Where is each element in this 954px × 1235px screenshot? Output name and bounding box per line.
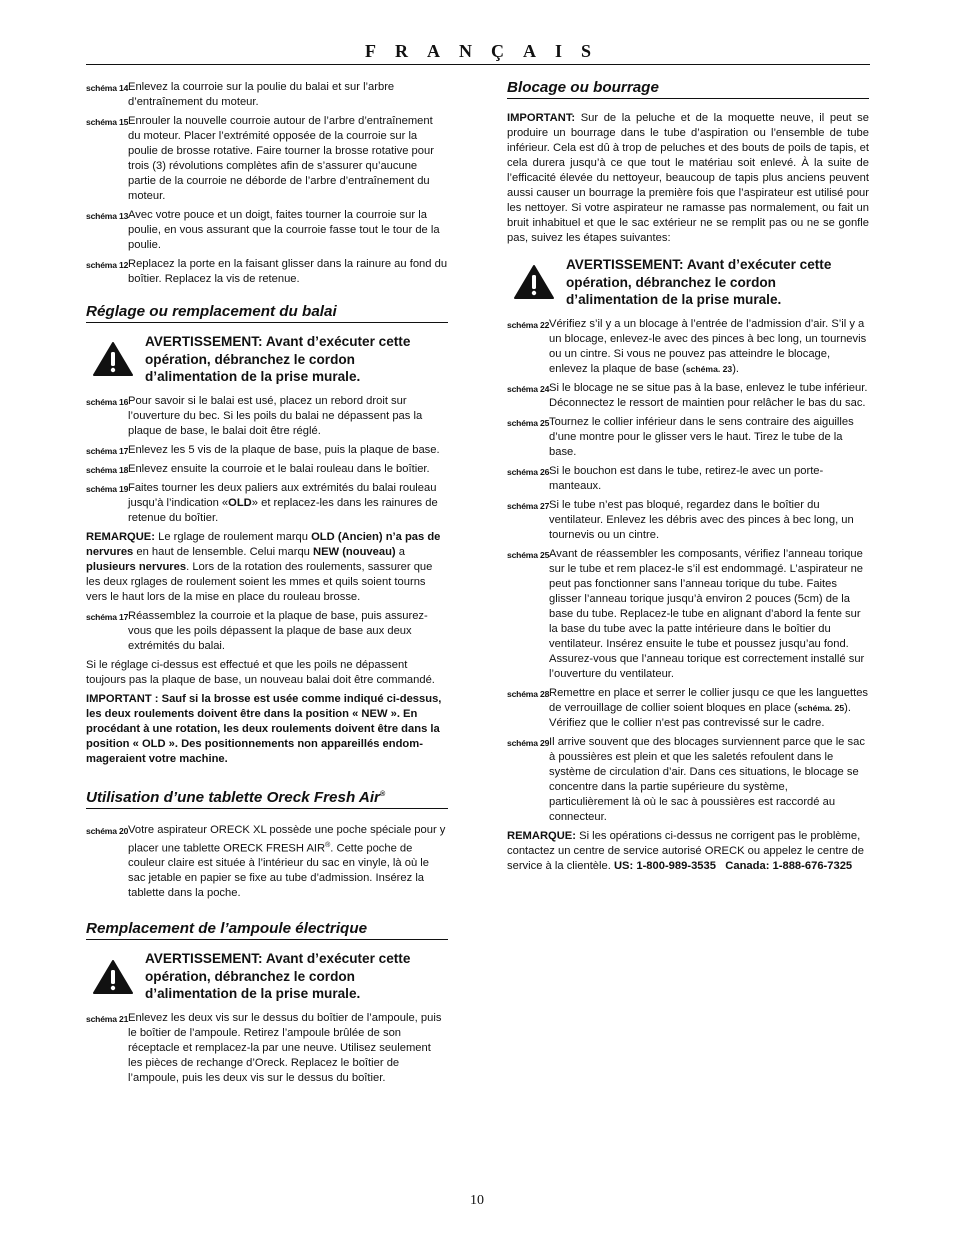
important-text: Sur de la peluche et de la moquette neuve, il peut se produire un bourrage dans le tube d’aspiration ou l’ensemble de tube inférieur. Cela est dû à trop de peluches et des bouts de poils de tapis, et cela durera jusqu’à ce que tout le matériau soit enlevé. À la suite de l’efficacité élevée du nettoyeur, beaucoup de tapis plus anciens peuvent aussi causer un bourrage la première fois que l’aspirateur est utilisé pour les nettoyer. Si votre aspirateur ne ramasse pas normalement, ou fait un bruit inhabituel et que le sac extérieur ne se remplit pas ou ne se gonfle pas, suivez les étapes suivantes: bbox=[507, 112, 869, 244]
schema-reference: schéma. 25 bbox=[797, 702, 845, 713]
step-item bbox=[507, 735, 869, 825]
remarque-label: REMARQUE: bbox=[507, 829, 576, 842]
warning-block bbox=[86, 333, 448, 386]
section-title-bulb: Remplacement de l’ampoule électrique bbox=[86, 921, 448, 940]
step-text: Enlevez la courroie sur la poulie du balai et sur l’arbre d’entraînement du moteur. bbox=[128, 81, 395, 108]
step-number: schéma 19 bbox=[86, 483, 129, 494]
language-title: FRANÇAIS bbox=[364, 41, 610, 61]
remarque-bold: NEW (nouveau) bbox=[313, 545, 396, 558]
right-column bbox=[507, 80, 869, 878]
warning-icon bbox=[92, 959, 134, 995]
step-text: Pour savoir si le balai est usé, placez un rebord droit sur l’ouverture du bec. Si les poils du balai ne dépassent pas la plaque de base, le balai doit être réglé. bbox=[128, 394, 423, 437]
remarque-text: en haut de lensemble. Celui marqu bbox=[133, 545, 313, 558]
step-text: » et replacez-les dans les rainures de retenue du boîtier. bbox=[128, 496, 438, 524]
step-text: Remettre en place et serrer le collier jusqu ce que les languettes de verrouillage de collier soient bloques en place ( bbox=[549, 686, 869, 714]
step-text: Réassemblez la courroie et la plaque de base, puis assurez-vous que les poils dépassent la plaque de base aux deux extrémités du balai. bbox=[128, 609, 428, 652]
remarque-text: Le rglage de roulement marqu bbox=[155, 530, 312, 543]
step-item bbox=[86, 481, 448, 526]
step-text: . Cette poche de couleur claire est située à l’intérieur du sac en vinyle, là où le sac jetable en papier se fixe au tube d’admission. Insérez la tablette dans la poche. bbox=[128, 842, 429, 900]
step-text: ). bbox=[732, 362, 740, 375]
remarque-paragraph bbox=[507, 829, 869, 874]
step-text: Replacez la porte en la faisant glisser dans la rainure au fond du boîtier. Replacez la vis de retenue. bbox=[128, 258, 448, 285]
step-item bbox=[86, 208, 448, 253]
step-item bbox=[86, 443, 448, 458]
step-number: schéma 26 bbox=[507, 466, 550, 477]
step-item bbox=[507, 547, 869, 682]
step-number: schéma 28 bbox=[507, 688, 550, 699]
step-number: schéma 13 bbox=[86, 211, 129, 221]
section-title-text: Utilisation d’une tablette Oreck Fresh Air bbox=[86, 788, 380, 806]
step-item bbox=[86, 823, 448, 902]
step-number: schéma 16 bbox=[86, 396, 129, 407]
schema-reference: schéma. 23 bbox=[685, 363, 733, 374]
step-number: schéma 20 bbox=[86, 825, 129, 836]
step-item bbox=[507, 317, 869, 377]
step-item bbox=[86, 1011, 448, 1086]
step-number: schéma 22 bbox=[507, 319, 550, 330]
registered-mark: ® bbox=[379, 790, 386, 798]
step-number: schéma 24 bbox=[507, 383, 550, 394]
remarque-label: REMARQUE: bbox=[86, 530, 155, 543]
step-text: Enlevez les deux vis sur le dessus du boîtier de l’ampoule, puis le boîtier de l’ampoule. Retirez l’ampoule brûlée de son réceptacle et remplacez-la par une neuve. Utilisez seulement les pièces de rechange d’Oreck. Replacez le boîtier de l’ampoule, puis les deux vis sur le dessus du boîtier. bbox=[128, 1011, 442, 1084]
page-number: 10 bbox=[470, 1193, 484, 1208]
step-item bbox=[507, 498, 869, 543]
step-number: schéma 27 bbox=[507, 500, 550, 511]
remarque-bold: OLD (Ancien) n’a pas de nervures bbox=[86, 530, 441, 558]
step-text: Si le blocage ne se situe pas à la base, enlevez le tube inférieur. Déconnectez le ressort de maintien pour relâcher le bas du sac. bbox=[549, 381, 868, 409]
step-text: Avec votre pouce et un doigt, faites tourner la courroie sur la poulie, en vous assurant que la courroie fasse tout le tour de la poulie. bbox=[128, 209, 440, 251]
step-text: Avant de réassembler les composants, vérifiez l’anneau torique sur le tube et rem placez-le s’il est endommagé. L’aspirateur ne peut pas fonctionner sans l’anneau torique du tube. Faites glisser l’anneau torique jusqu’à environ 2 pouces (5cm) de la base du tube. Replacez-le tube en alignant d’abord la fente sur la base du tube avec la patte intérieure dans le boîtier du ventilateur. Insérez ensuite le tube et poussez jusqu’au fond. Assurez-vous que l’anneau torique est correctement installé sur l’ouverture du ventilateur. bbox=[549, 547, 865, 680]
step-text: Si le bouchon est dans le tube, retirez-le avec un porte-manteaux. bbox=[549, 464, 824, 492]
important-label: IMPORTANT: bbox=[507, 112, 576, 124]
step-text: Il arrive souvent que des blocages surviennent parce que le sac à poussières est plein et que les saletés refoulent dans le système de circulation d’air. Dans ces situations, le blocage se concentre dans la partie supérieure du système, particulièrement là où le sac à poussières est raccordé au connecteur. bbox=[549, 735, 865, 823]
step-text: Si le tube n’est pas bloqué, regardez dans le boîtier du ventilateur. Enlevez les débris avec des pinces à bec long, un tournevis ou un cintre. bbox=[549, 498, 854, 541]
step-number: schéma 15 bbox=[86, 117, 129, 127]
remarque-text: . Lors de la rotation des roulements, sassurer que les deux rglages de roulement soient les mmes et quils soient tourns vers le haut lors de la mise en place du rouleau brosse. bbox=[86, 560, 433, 603]
step-item bbox=[86, 257, 448, 287]
remarque-text: a bbox=[395, 545, 406, 558]
step-text: Vérifiez s’il y a un blocage à l’entrée de l’admission d’air. S’il y a un blocage, enlevez-le avec des pinces à bec long, un tournevis ou un cintre. Si vous ne pouvez pas atteindre le blocage, enlevez la plaque de base ( bbox=[549, 317, 867, 375]
section-title-blockage: Blocage ou bourrage bbox=[507, 80, 869, 99]
registered-mark: ® bbox=[325, 841, 331, 849]
step-item bbox=[507, 464, 869, 494]
step-number: schéma 25 bbox=[507, 549, 550, 560]
remarque-bold: plusieurs nervures bbox=[86, 560, 187, 573]
warning-icon bbox=[513, 264, 555, 300]
page-header bbox=[86, 38, 870, 65]
section-title-brush-adjust: Réglage ou remplacement du balai bbox=[86, 304, 448, 323]
left-column bbox=[86, 80, 448, 1090]
important-paragraph: IMPORTANT : Sauf si la brosse est usée comme indiqué ci-dessus, les deux roulements doivent être dans la position « NEW ». En procédant à une rotation, les deux roulements doivent être dans la position « OLD ». Des positionnements non appareillés endom-mageraient votre machine. bbox=[86, 692, 442, 765]
warning-icon bbox=[92, 341, 134, 377]
step-number: schéma 18 bbox=[86, 464, 129, 475]
warning-block bbox=[86, 950, 448, 1003]
step-text: Faites tourner les deux paliers aux extrémités du balai rouleau jusqu’à l’indication « bbox=[128, 481, 437, 509]
note-paragraph: Si le réglage ci-dessus est effectué et que les poils ne dépassent toujours pas la plaque de base, un nouveau balai doit être commandé. bbox=[86, 658, 435, 686]
warning-text: AVERTISSEMENT: Avant d’exécuter cette opération, débranchez le cordon d’alimentation de la prise murale. bbox=[566, 257, 832, 307]
section-title-fresh-air bbox=[86, 787, 448, 809]
old-marker: OLD bbox=[228, 496, 252, 509]
warning-text: AVERTISSEMENT: Avant d’exécuter cette opération, débranchez le cordon d’alimentation de la prise murale. bbox=[145, 951, 411, 1002]
step-number: schéma 12 bbox=[86, 260, 129, 270]
step-item bbox=[86, 609, 448, 654]
step-number: schéma 17 bbox=[86, 445, 129, 456]
step-text: Enlevez les 5 vis de la plaque de base, puis la plaque de base. bbox=[128, 443, 440, 456]
step-number: schéma 25 bbox=[507, 417, 550, 428]
step-text: Enrouler la nouvelle courroie autour de l’arbre d’entraînement du moteur. Placer l’extrémité opposée de la courroie sur la poulie de brosse rotative. Faire tourner la brosse rotative pour trois (3) révolutions complètes afin de s’assurer qu’aucune partie de la courroie ne déborde de l’arbre d’entraînement du moteur. bbox=[128, 115, 434, 202]
step-number: schéma 14 bbox=[86, 83, 129, 93]
step-item bbox=[507, 415, 869, 460]
step-number: schéma 17 bbox=[86, 611, 129, 622]
step-item bbox=[86, 114, 448, 204]
step-item bbox=[86, 462, 448, 477]
contact-numbers: US: 1-800-989-3535 Canada: 1-888-676-7325 bbox=[613, 859, 853, 872]
step-text: Tournez le collier inférieur dans le sens contraire des aiguilles d’une montre pour le glisser vers le haut. Tirez le tube de la base. bbox=[549, 415, 854, 458]
remarque-paragraph bbox=[86, 530, 448, 605]
warning-block bbox=[507, 256, 869, 309]
remarque-text: Si les opérations ci-dessus ne corrigent pas le problème, contactez un centre de service autorisé ORECK ou appelez le centre de service à la clientèle. bbox=[507, 829, 864, 872]
warning-text: AVERTISSEMENT: Avant d’exécuter cette opération, débranchez le cordon d’alimentation de la prise murale. bbox=[145, 334, 411, 384]
step-item bbox=[86, 80, 448, 110]
step-number: schéma 29 bbox=[507, 737, 550, 748]
important-paragraph bbox=[507, 111, 869, 246]
step-item bbox=[507, 381, 869, 411]
step-text: Votre aspirateur ORECK XL possède une poche spéciale pour y placer une tablette ORECK FRESH AIR bbox=[128, 823, 446, 855]
step-number: schéma 21 bbox=[86, 1013, 129, 1024]
step-item bbox=[86, 394, 448, 439]
step-item bbox=[507, 686, 869, 731]
intro-steps bbox=[86, 80, 448, 287]
step-text: ). Vérifiez que le collier n’est pas contrevissé sur le cadre. bbox=[549, 701, 851, 729]
step-text: Enlevez ensuite la courroie et le balai rouleau dans le boîtier. bbox=[128, 462, 430, 475]
